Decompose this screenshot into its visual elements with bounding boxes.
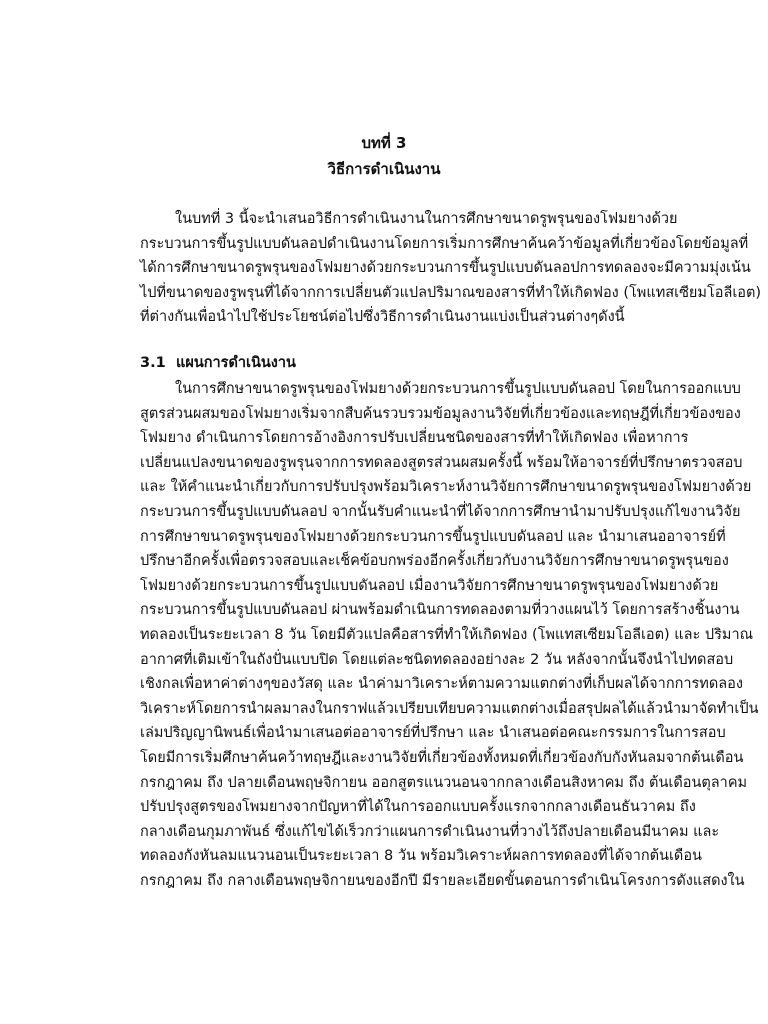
text-line: โฟมยาง ดำเนินการโดยการอ้างอิงการปรับเปลี่ยนชนิดของสารที่ทำให้เกิดฟอง เพื่อหาการ [140,430,689,447]
text-line: โดยมีการเริ่มศึกษาค้นคว้าทฤษฎีและงานวิจัยที่เกี่ยวข้องทั้งหมดที่เกี่ยวข้องกับกังหันลมจากต้นเดือน [140,749,744,766]
text-line: กระบวนการขึ้นรูปแบบดันลอปดำเนินงานโดยการเริ่มการศึกษาค้นคว้าข้อมูลที่เกี่ยวข้องโดยข้อมูลที่ [140,235,749,252]
intro-paragraph [140,207,762,330]
text-line: ที่ต่างกันเพื่อนำไปใช้ประโยชน์ต่อไปซึ่งวิธีการดำเนินงานแบ่งเป็นส่วนต่างๆดังนี้ [140,309,625,326]
text-line: ไปที่ขนาดของรูพรุนที่ได้จากการเปลี่ยนตัวแปลปริมาณของสารที่ทำให้เกิดฟอง (โพแทสเซียมโอลีเอต) [140,284,762,301]
text-line: กระบวนการขึ้นรูปแบบดันลอป ผ่านพร้อมดำเนินการทดลองตามที่วางแผนไว้ โดยการสร้างชิ้นงาน [140,602,740,619]
text-line: กรกฎาคม ถึง กลางเดือนพฤษจิกายนของอีกปี มีรายละเอียดขั้นตอนการดำเนินโครงการดังแสดงใน [140,872,745,889]
section-title: แผนการดำเนินงาน [176,355,296,371]
text-line: ในการศึกษาขนาดรูพรุนของโฟมยางด้วยกระบวนการขึ้นรูปแบบดันลอป โดยในการออกแบบ [175,381,741,397]
text-line: กรกฎาคม ถึง ปลายเดือนพฤษจิกายน ออกสูตรแนวนอนจากกลางเดือนสิงหาคม ถึง ต้นเดือนตุลาคม [140,774,748,791]
text-line: เปลี่ยนแปลงขนาดของรูพรุนจากการทดลองสูตรส่วนผสมครั้งนี้ พร้อมให้อาจารย์ที่ปรึกษาตรวจสอบ [140,454,743,471]
text-line: เล่มปริญญานิพนธ์เพื่อนำมาเสนอต่ออาจารย์ที่ปรึกษา และ นำเสนอต่อคณะกรรมการในการสอบ [140,725,726,742]
chapter-title: วิธีการดำเนินงาน [327,160,441,178]
body-paragraph [140,377,759,893]
text-line: วิเคราะห์โดยการนำผลมาลงในกราฟแล้วเปรียบเทียบความแตกต่างเมื่อสรุปผลได้แล้วนำมาจัดทำเป็น [140,700,759,717]
text-line: ปรึกษาอีกครั้งเพื่อตรวจสอบและเช็คข้อบกพร่องอีกครั้งเกี่ยวกับงานวิจัยการศึกษาขนาดรูพรุนของ [140,553,729,570]
text-line: อากาศที่เติมเข้าในถังปั่นแบบปิด โดยแต่ละชนิดทดลองอย่างละ 2 วัน หลังจากนั้นจึงนำไปทดสอบ [140,651,734,668]
text-line: และ ให้คำแนะนำเกี่ยวกับการปรับปรุงพร้อมวิเคราะห์งานวิจัยการศึกษาขนาดรูพรุนของโฟมยางด้วย [140,479,752,496]
section-number: 3.1 [140,355,166,371]
text-line: สูตรส่วนผสมของโฟมยางเริ่มจากสืบค้นรวบรวมข้อมูลงานวิจัยที่เกี่ยวข้องและทฤษฎีที่เกี่ยวข้องของ [140,405,741,422]
text-line: กลางเดือนกุมภาพันธ์ ซึ่งแก้ไขได้เร็วกว่าแผนการดำเนินงานที่วางไว้ถึงปลายเดือนมีนาคม และ [140,823,720,840]
text-line: กระบวนการขึ้นรูปแบบดันลอป จากนั้นรับคำแนะนำที่ได้จากการศึกษานำมาปรับปรุงแก้ไขงานวิจัย [140,503,741,520]
chapter-number: บทที่ 3 [361,134,407,152]
text-line: ในบทที่ 3 นี้จะนำเสนอวิธีการดำเนินงานในการศึกษาขนาดรูพรุนของโฟมยางด้วย [175,211,678,227]
text-line: โฟมยางด้วยกระบวนการขึ้นรูปแบบดันลอป เมื่องานวิจัยการศึกษาขนาดรูพรุนของโฟมยางด้วย [140,577,719,594]
text-line: การศึกษาขนาดรูพรุนของโฟมยางด้วยกระบวนการขึ้นรูปแบบดันลอป และ นำมาเสนออาจารย์ที่ [140,528,726,545]
text-line: ทดลองเป็นระยะเวลา 8 วัน โดยมีตัวแปลคือสารที่ทำให้เกิดฟอง (โพแทสเซียมโอลีเอต) และ ปริมาณ [140,626,754,643]
text-line: ทดลองกังหันลมแนวนอนเป็นระยะเวลา 8 วัน พร้อมวิเคราะห์ผลการทดลองที่ได้จากต้นเดือน [140,848,702,865]
text-line: ปรับปรุงสูตรของโพมยางจากปัญหาที่ได้ในการออกแบบครั้งแรกจากกลางเดือนธันวาคม ถึง [140,799,696,816]
text-line: ได้การศึกษาขนาดรูพรุนของโฟมยางด้วยกระบวนการขึ้นรูปแบบดันลอปการทดลองจะมีความมุ่งเน้น [140,260,751,277]
section-heading [140,353,680,373]
text-line: เชิงกลเพื่อหาค่าต่างๆของวัสดุ และ นำค่ามาวิเคราะห์ตามความแตกต่างที่เก็บผลได้จากการทดลอง [140,676,743,693]
